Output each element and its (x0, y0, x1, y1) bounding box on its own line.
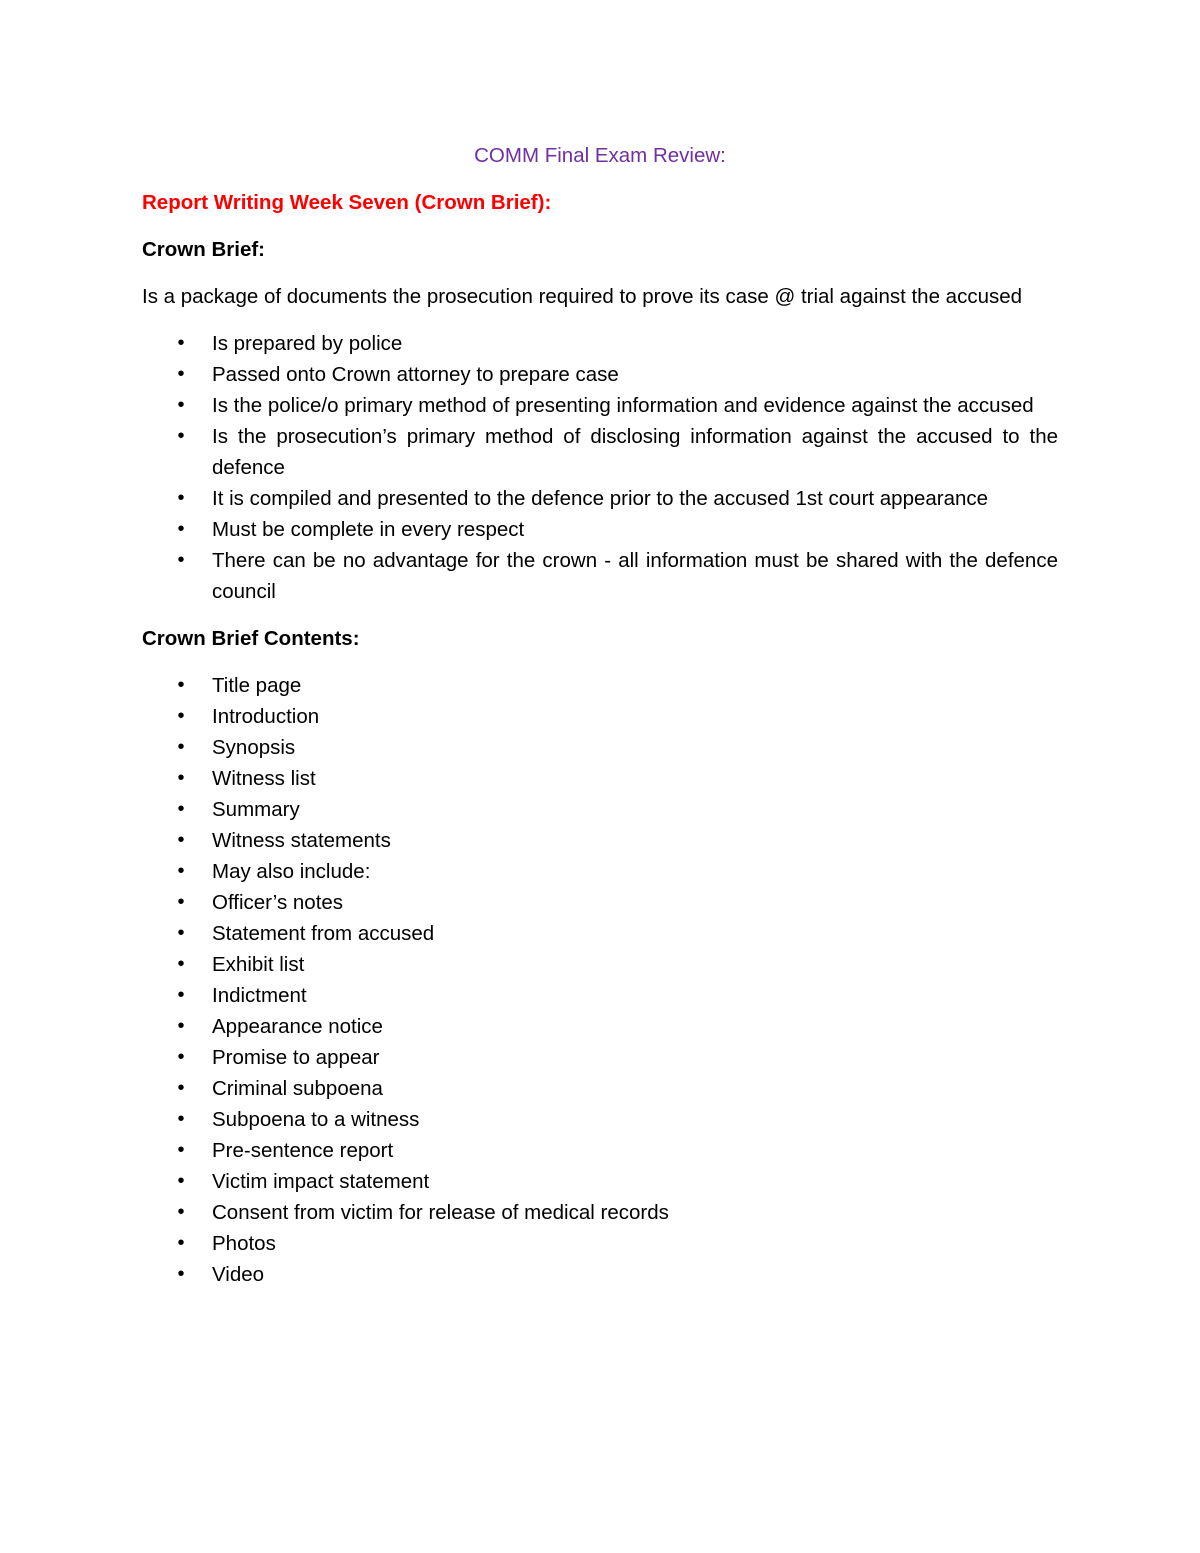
bullet-icon: • (177, 394, 185, 416)
bullet-icon: • (177, 1139, 185, 1161)
list-item: • It is compiled and presented to the defence prior to the accused 1st court appearance (142, 483, 1058, 514)
bullet-icon: • (177, 767, 185, 789)
list-item: • May also include: (142, 856, 1058, 887)
list-item: • Photos (142, 1228, 1058, 1259)
bullet-icon: • (177, 674, 185, 696)
list-item: • Summary (142, 794, 1058, 825)
list-item: • Is prepared by police (142, 328, 1058, 359)
list-item: • Indictment (142, 980, 1058, 1011)
list-item: • Statement from accused (142, 918, 1058, 949)
list-item: • Must be complete in every respect (142, 514, 1058, 545)
list-item: • Witness statements (142, 825, 1058, 856)
bullet-icon: • (177, 1170, 185, 1192)
list-item: • Appearance notice (142, 1011, 1058, 1042)
list-item: • Victim impact statement (142, 1166, 1058, 1197)
bullet-icon: • (177, 425, 185, 447)
list-item: • Officer’s notes (142, 887, 1058, 918)
contents-list (142, 670, 1058, 1290)
list-item: • Subpoena to a witness (142, 1104, 1058, 1135)
list-item: • Passed onto Crown attorney to prepare case (142, 359, 1058, 390)
bullet-icon: • (177, 705, 185, 727)
list-item: • Criminal subpoena (142, 1073, 1058, 1104)
document-page (142, 140, 1058, 1306)
bullet-icon: • (177, 1201, 185, 1223)
bullet-icon: • (177, 1077, 185, 1099)
bullet-icon: • (177, 1108, 185, 1130)
bullet-icon: • (177, 1232, 185, 1254)
list-item: • Exhibit list (142, 949, 1058, 980)
bullet-icon: • (177, 891, 185, 913)
bullet-icon: • (177, 1263, 185, 1285)
bullet-icon: • (177, 549, 185, 571)
bullet-icon: • (177, 332, 185, 354)
bullet-icon: • (177, 922, 185, 944)
crown-brief-heading: Crown Brief: (142, 238, 265, 261)
bullet-icon: • (177, 1015, 185, 1037)
bullet-icon: • (177, 518, 185, 540)
list-item: • Pre-sentence report (142, 1135, 1058, 1166)
bullet-icon: • (177, 736, 185, 758)
document-title: COMM Final Exam Review: (474, 144, 726, 167)
list-item: • There can be no advantage for the crown - all information must be shared with the defence council (142, 545, 1058, 607)
bullet-icon: • (177, 860, 185, 882)
list-item: • Promise to appear (142, 1042, 1058, 1073)
bullet-icon: • (177, 984, 185, 1006)
list-item: • Title page (142, 670, 1058, 701)
list-item: • Is the police/o primary method of presenting information and evidence against the accused (142, 390, 1058, 421)
crown-brief-points-list (142, 328, 1058, 607)
section-heading: Report Writing Week Seven (Crown Brief): (142, 191, 552, 214)
list-item: • Consent from victim for release of medical records (142, 1197, 1058, 1228)
contents-heading: Crown Brief Contents: (142, 627, 360, 650)
bullet-icon: • (177, 363, 185, 385)
bullet-icon: • (177, 1046, 185, 1068)
list-item: • Video (142, 1259, 1058, 1290)
crown-brief-definition: Is a package of documents the prosecution required to prove its case @ trial against the accused (142, 285, 1023, 308)
bullet-icon: • (177, 798, 185, 820)
list-item: • Introduction (142, 701, 1058, 732)
list-item: • Is the prosecution’s primary method of disclosing information against the accused to the defence (142, 421, 1058, 483)
list-item: • Synopsis (142, 732, 1058, 763)
bullet-icon: • (177, 829, 185, 851)
list-item: • Witness list (142, 763, 1058, 794)
bullet-icon: • (177, 953, 185, 975)
bullet-icon: • (177, 487, 185, 509)
